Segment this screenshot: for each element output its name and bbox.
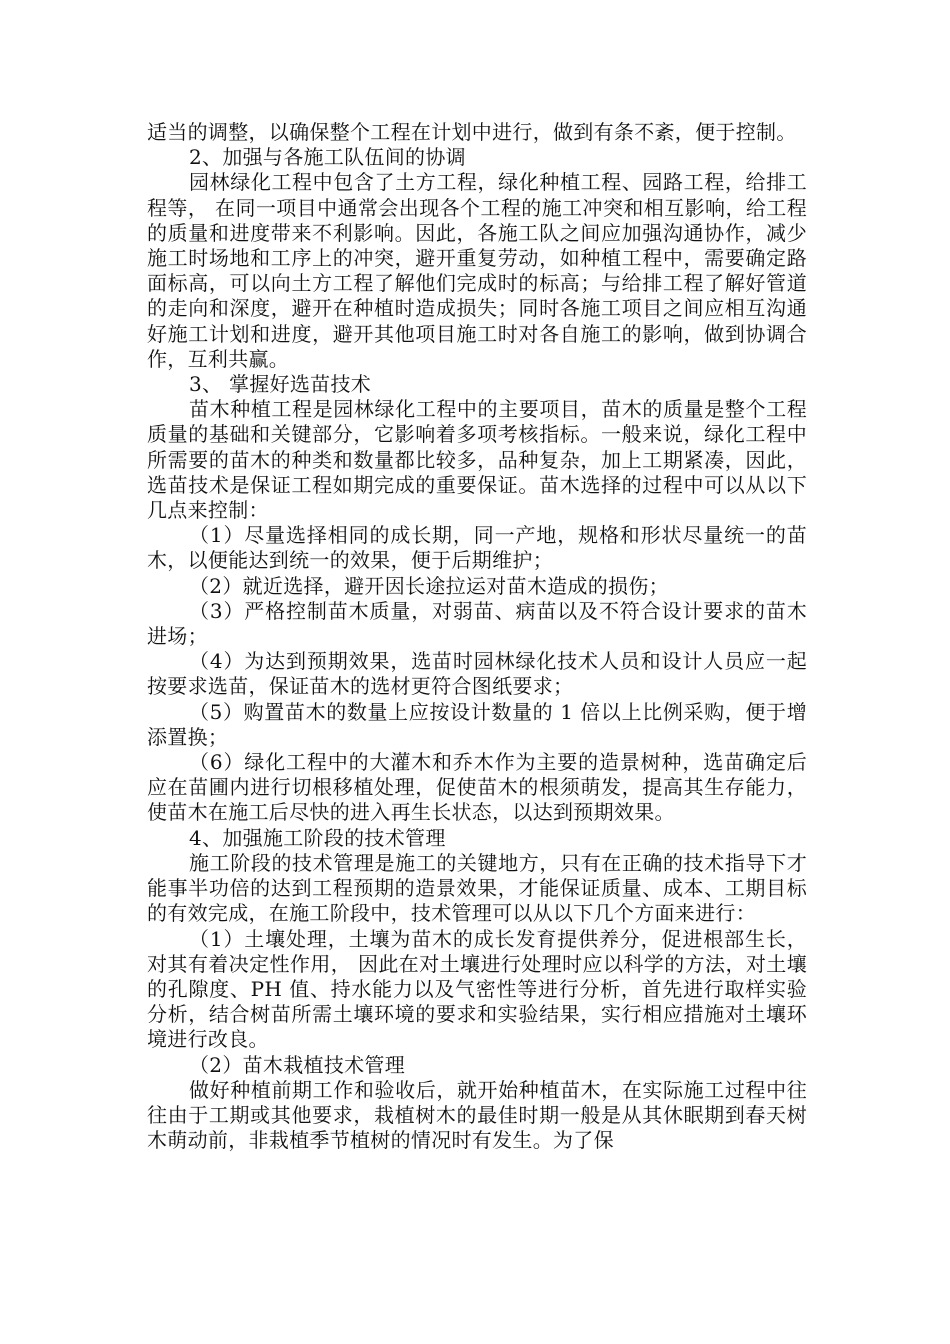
paragraph-technical-management: 施工阶段的技术管理是施工的关键地方，只有在正确的技术指导下才能事半功倍的达到工程预期的造景效果，才能保证质量、成本、工期目标的有效完成，在施工阶段中，技术管理可以从以下几个方面来进行： bbox=[147, 850, 807, 926]
list-item-selection-2: （2）就近选择，避开因长途拉运对苗木造成的损伤； bbox=[189, 573, 669, 598]
list-item-technical-2: （2）苗木栽植技术管理 bbox=[189, 1052, 406, 1077]
list-item-selection-4: （4）为达到预期效果，选苗时园林绿化技术人员和设计人员应一起按要求选苗，保证苗木的选材更符合图纸要求； bbox=[147, 649, 807, 699]
section-heading-3: 3、 掌握好选苗技术 bbox=[189, 372, 372, 397]
paragraph-continuation: 适当的调整，以确保整个工程在计划中进行，做到有条不紊，便于控制。 bbox=[147, 120, 797, 144]
section-heading-2: 2、加强与各施工队伍间的协调 bbox=[189, 145, 466, 170]
list-item-selection-5: （5）购置苗木的数量上应按设计数量的 1 倍以上比例采购，便于增添置换； bbox=[147, 699, 807, 749]
list-item-selection-6: （6）绿化工程中的大灌木和乔木作为主要的造景树种，选苗确定后应在苗圃内进行切根移植处理，促使苗木的根须萌发，提高其生存能力，使苗木在施工后尽快的进入再生长状态，以达到预期效果。 bbox=[147, 750, 807, 825]
section-heading-4: 4、加强施工阶段的技术管理 bbox=[189, 825, 446, 850]
paragraph-planting: 做好种植前期工作和验收后，就开始种植苗木，在实际施工过程中往往由于工期或其他要求，栽植树木的最佳时期一般是从其休眠期到春天树木萌动前，非栽植季节植树的情况时有发生。为了保 bbox=[147, 1077, 807, 1153]
paragraph-seedling-selection: 苗木种植工程是园林绿化工程中的主要项目，苗木的质量是整个工程质量的基础和关键部分，它影响着多项考核指标。一般来说，绿化工程中所需要的苗木的种类和数量都比较多，品种复杂，加上工期紧凑，因此，选苗技术是保证工程如期完成的重要保证。苗木选择的过程中可以从以下几点来控制： bbox=[147, 397, 807, 523]
document-body bbox=[147, 120, 807, 1153]
list-item-technical-1: （1）土壤处理，土壤为苗木的成长发育提供养分，促进根部生长，对其有着决定性作用， 因此在对土壤进行处理时应以科学的方法，对土壤的孔隙度、PH 值、持水能力以及气密性等进行分析，首先进行取样实验分析，结合树苗所需土壤环境的要求和实验结果，实行相应措施对土壤环境进行改良。 bbox=[147, 926, 807, 1052]
list-item-selection-3: （3）严格控制苗木质量，对弱苗、病苗以及不符合设计要求的苗木进场； bbox=[147, 598, 807, 649]
list-item-selection-1: （1）尽量选择相同的成长期，同一产地，规格和形状尽量统一的苗木，以便能达到统一的效果，便于后期维护； bbox=[147, 523, 807, 573]
paragraph-coordination: 园林绿化工程中包含了土方工程，绿化种植工程、园路工程，给排工程等， 在同一项目中通常会出现各个工程的施工冲突和相互影响，给工程的质量和进度带来不利影响。因此，各施工队之间应加强沟通协作，减少施工时场地和工序上的冲突，避开重复劳动，如种植工程中，需要确定路面标高，可以向土方工程了解他们完成时的标高；与给排工程了解好管道的走向和深度，避开在种植时造成损失；同时各施工项目之间应相互沟通好施工计划和进度，避开其他项目施工时对各自施工的影响，做到协调合作，互利共赢。 bbox=[147, 170, 807, 371]
